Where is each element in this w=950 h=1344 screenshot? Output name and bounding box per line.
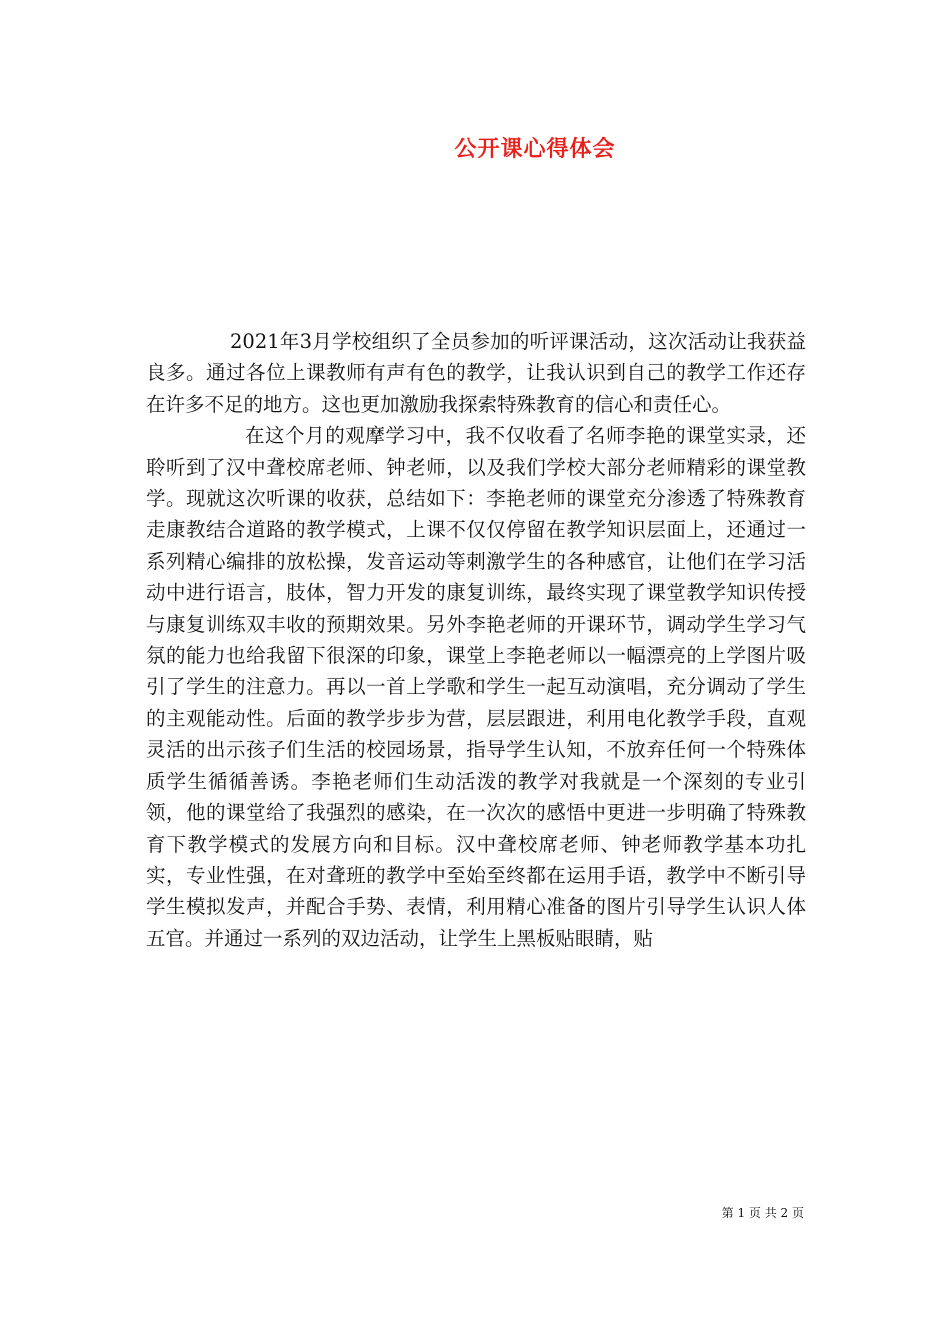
- document-title: 公开课心得体会: [454, 136, 616, 162]
- paragraph-2: 在这个月的观摩学习中，我不仅收看了名师李艳的课堂实录，还聆听到了汉中聋校席老师、钟老师，以及我们学校大部分老师精彩的课堂教学。现就这次听课的收获，总结如下：李艳老师的课堂充分渗透了特殊教育走康教结合道路的教学模式，上课不仅仅停留在教学知识层面上，还通过一系列精心编排的放松操，发音运动等刺激学生的各种感官，让他们在学习活动中进行语言，肢体，智力开发的康复训练，最终实现了课堂教学知识传授与康复训练双丰收的预期效果。另外李艳老师的开课环节，调动学生学习气氛的能力也给我留下很深的印象，课堂上李艳老师以一幅漂亮的上学图片吸引了学生的注意力。再以一首上学歌和学生一起互动演唱，充分调动了学生的主观能动性。后面的教学步步为营，层层跟进，利用电化教学手段，直观灵活的出示孩子们生活的校园场景，指导学生认知，不放弃任何一个特殊体质学生循循善诱。李艳老师们生动活泼的教学对我就是一个深刻的专业引领，他的课堂给了我强烈的感染，在一次次的感悟中更进一步明确了特殊教育下教学模式的发展方向和目标。汉中聋校席老师、钟老师教学基本功扎实，专业性强，在对聋班的教学中至始至终都在运用手语，教学中不断引导学生模拟发声，并配合手势、表情，利用精心准备的图片引导学生认识人体五官。并通过一系列的双边活动，让学生上黑板贴眼睛，贴: [146, 424, 806, 950]
- page-number-footer: 第 1 页 共 2 页: [721, 1206, 804, 1220]
- document-body: [146, 326, 806, 954]
- paragraph-1: 2021年3月学校组织了全员参加的听评课活动，这次活动让我获益良多。通过各位上课教师有声有色的教学，让我认识到自己的教学工作还存在许多不足的地方。这也更加激励我探索特殊教育的信心和责任心。: [146, 330, 806, 416]
